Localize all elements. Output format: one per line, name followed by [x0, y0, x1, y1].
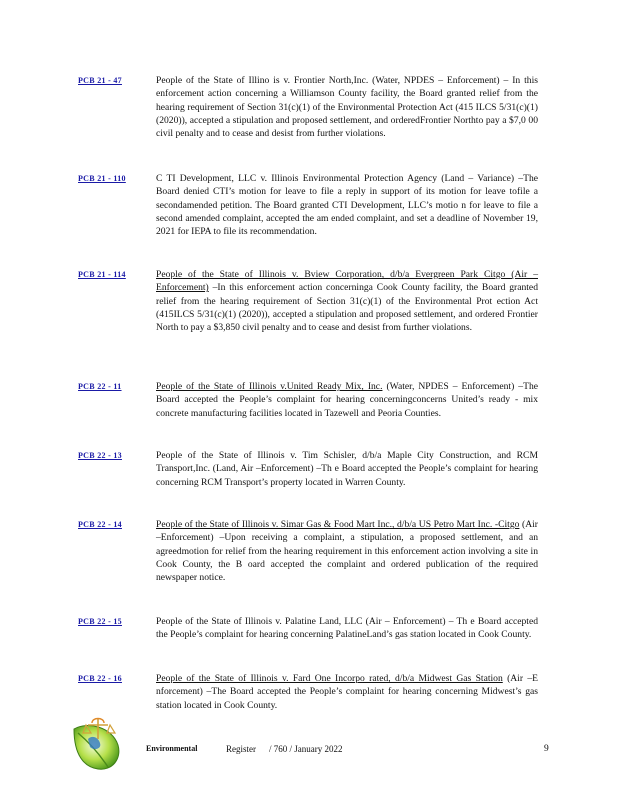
case-entry	[78, 615, 538, 642]
case-text: (Air –E nforcement) –The Board accepted the People’s complaint for hearing concerning Midwest’s gas station located in Cook County.	[156, 673, 538, 711]
case-text: People of the State of Illino is v. Frontier North,Inc. (Water, NPDES – Enforcement) – In this enforcement action concerning a Williamson County facility, the Board granted relief from the hearing requirement of Section 31(c)(1) of the Environmental Protection Act (415 ILCS 5/31(c)(1) (2020)), accepted a stipulation and proposed settlement, and orderedFrontier Northto pay a $7,0 00 civil penalty and to cease and desist from further violations.	[156, 75, 538, 140]
case-entry	[78, 268, 538, 334]
case-summary	[156, 615, 538, 642]
case-text: (Water, NPDES – Enforcement) –The Board accepted the People’s complaint for hearing concerningconcerns United’s ready - mix concrete manufacturing facilities located in Tazewell and Peoria Counties.	[156, 381, 539, 419]
case-entry	[78, 380, 538, 420]
case-caption: People of the State of Illinois v. Bview Corporation, d/b/a Evergreen Park Citgo (Air – Enforcement)	[156, 269, 538, 294]
case-number-link[interactable]: PCB 21 - 110	[78, 174, 126, 183]
case-number-link[interactable]: PCB 22 - 15	[78, 617, 122, 626]
case-number-link[interactable]: PCB 22 - 13	[78, 451, 122, 460]
case-summary	[156, 74, 538, 140]
case-caption: People of the State of Illinois v.United Ready Mix, Inc.	[156, 381, 383, 392]
case-summary	[156, 380, 538, 420]
case-entry	[78, 74, 538, 140]
footer-title: Environmental	[146, 744, 198, 753]
case-summary	[156, 449, 538, 489]
case-number-link[interactable]: PCB 22 - 16	[78, 674, 122, 683]
case-caption: People of the State of Illinois v. Simar Gas & Food Mart Inc., d/b/a US Petro Mart Inc. -Citgo	[156, 519, 520, 530]
case-summary	[156, 268, 538, 334]
case-number-link[interactable]: PCB 22 - 14	[78, 520, 122, 529]
case-entry	[78, 449, 538, 489]
case-entry	[78, 172, 538, 238]
case-text: C TI Development, LLC v. Illinois Environmental Protection Agency (Land – Variance) –The Board denied CTI’s motion for leave to file a reply in support of its motion for leave tofile a secondamended petition. The Board granted CTI Development, LLC’s motio n for leave to file a second amended complaint, accepted the am ended complaint, and set a deadline of November 19, 2021 for IEPA to file its recommendation.	[156, 173, 538, 238]
page-number: 9	[544, 744, 549, 754]
case-summary	[156, 518, 538, 584]
case-entry	[78, 518, 538, 584]
case-number-link[interactable]: PCB 21 - 114	[78, 270, 126, 279]
case-number-link[interactable]: PCB 22 - 11	[78, 382, 122, 391]
case-text: (Air –Enforcement) –Upon receiving a complaint, a stipulation, a proposed settlement, and an agreedmotion for relief from the hearing requirement in this enforcement action involving a site in Cook County, the B oard accepted the complaint and ordered publication of the required newspaper notice.	[156, 519, 538, 584]
case-summary	[156, 172, 538, 238]
case-text: –In this enforcement action concerninga Cook County facility, the Board granted relief from the hearing requirement of Section 31(c)(1) of the Environmental Prot ection Act (415ILCS 5/31(c)(1) (2020)), accepted a stipulation and proposed settlement, and ordered Frontier North to pay a $3,850 civil penalty and to cease and desist from further violations.	[156, 282, 538, 334]
case-text: People of the State of Illinois v. Palatine Land, LLC (Air – Enforcement) – Th e Board accepted the People’s complaint for hearing concerning PalatineLand’s gas station located in Cook County.	[156, 616, 538, 641]
footer-issue: / 760 / January 2022	[269, 744, 343, 754]
footer-register: Register	[226, 744, 256, 754]
case-caption: People of the State of Illinois v. Fard One Incorpo rated, d/b/a Midwest Gas Station	[156, 673, 503, 684]
case-entry	[78, 672, 538, 712]
case-number-link[interactable]: PCB 21 - 47	[78, 76, 122, 85]
case-text: People of the State of Illinois v. Tim Schisler, d/b/a Maple City Construction, and RCM Transport,Inc. (Land, Air –Enforcement) –Th e Board accepted the People’s complaint for hearing concerning RCM Transport’s property located in Warren County.	[156, 450, 538, 488]
leaf-scales-logo-icon	[68, 715, 124, 773]
case-summary	[156, 672, 538, 712]
